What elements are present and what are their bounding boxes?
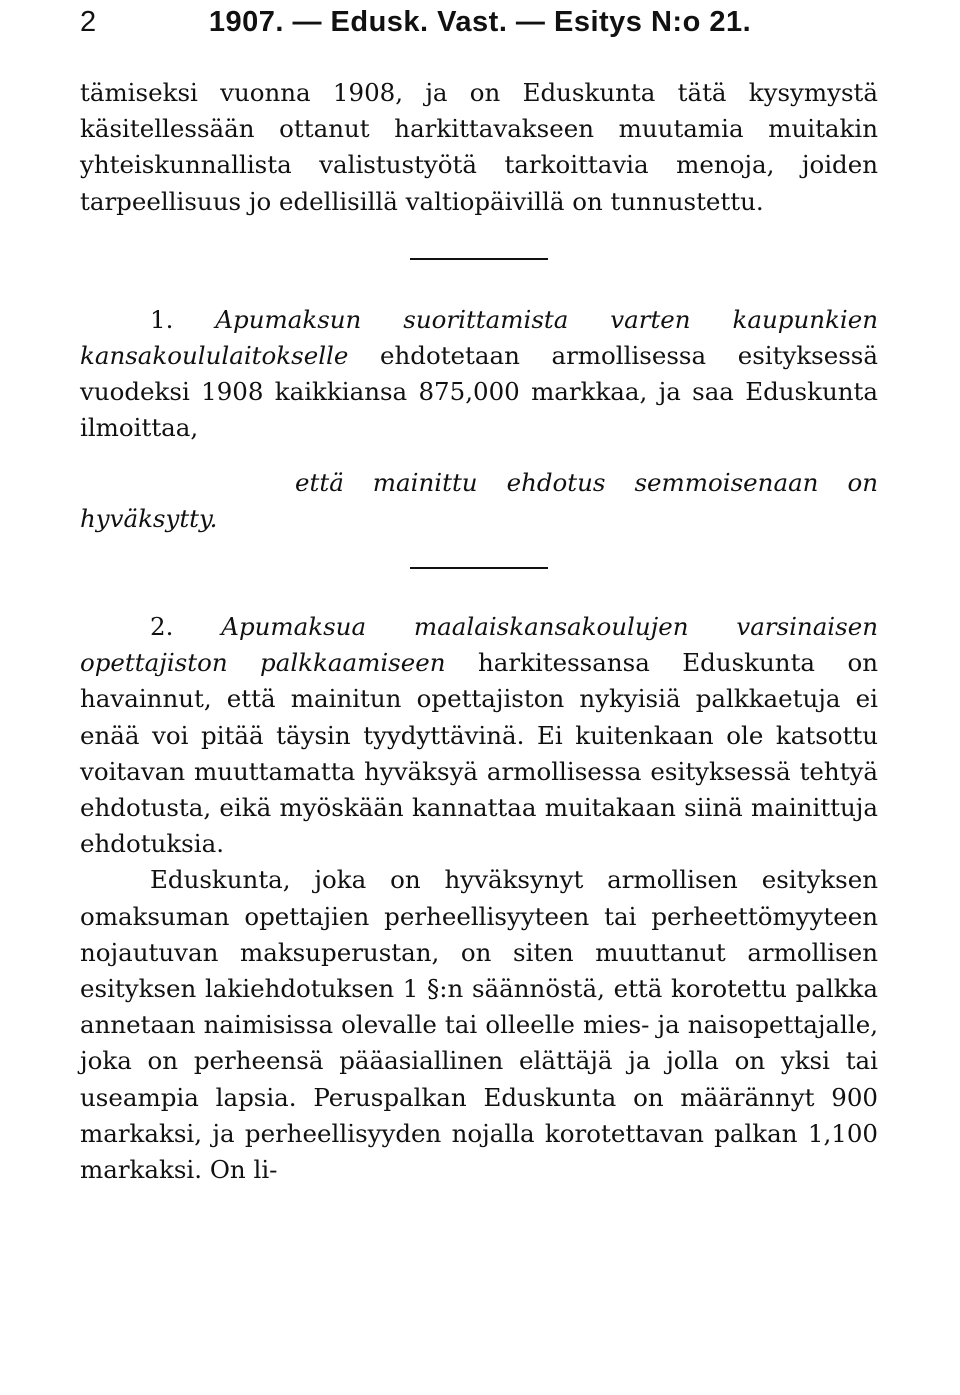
page-header [0,6,960,46]
section-2-number: 2. [150,612,174,642]
section-1-decision-block [80,465,878,537]
section-1-title: Apumaksun suorittamista varten kaupunkien kansakoululaitokselle [80,304,878,371]
section-1-paragraph [80,302,878,447]
section-1-number: 1. [150,304,174,334]
section-divider [410,258,548,260]
section-2-title: Apumaksua maalaiskansakoulujen varsinaisen opettajiston palkkaamiseen [80,612,878,678]
section-divider [410,567,548,569]
section-2-paragraph-2: Eduskunta, joka on hyväksynyt armollisen esityksen omaksuman opettajien perheellisyyteen tai perheettömyyteen nojautuvan maksuperustan, on siten muuttanut armollisen esityksen lakiehdotuksen 1 §:n säännöstä, että korotettu palkka annetaan naimisissa olevalle tai olleelle mies- ja naisopettajalle, joka on perheensä pääasiallinen elättäjä ja jolla on yksi tai useampia lapsia. Peruspalkan Eduskunta on määrännyt 900 markaksi, ja perheellisyyden nojalla korotettavan palkan 1,100 markaksi. On li- [80,865,878,1185]
running-title: 1907. — Edusk. Vast. — Esitys N:o 21. [208,6,752,38]
section-1-decision: että mainittu ehdotus semmoisenaan on hyväksytty. [80,467,878,533]
document-body [80,75,878,1188]
section-2-text: harkitessansa Eduskunta on havainnut, että mainitun opettajiston nykyisiä palkkaetuja ei enää voi pitää täysin tyydyttävinä. Ei kuitenkaan ole katsottu voitavan muuttamatta hyväksyä armollisessa esityksessä tehtyä ehdotusta, eikä myöskään kannattaa muitakaan siinä mainittuja ehdotuksia. [80,648,878,859]
section-2-paragraph [80,609,878,862]
section-1-text: ehdotetaan armollisessa esityksessä vuodeksi 1908 kaikkiansa 875,000 markkaa, ja saa Eduskunta ilmoittaa, [80,341,878,443]
intro-paragraph: tämiseksi vuonna 1908, ja on Eduskunta tätä kysymystä käsitellessään ottanut harkittavakseen muutamia muitakin yhteiskunnallista valistustyötä tarkoittavia menoja, joiden tarpeellisuus jo edellisillä valtiopäivillä on tunnustettu. [80,78,878,216]
page-number: 2 [80,6,97,38]
